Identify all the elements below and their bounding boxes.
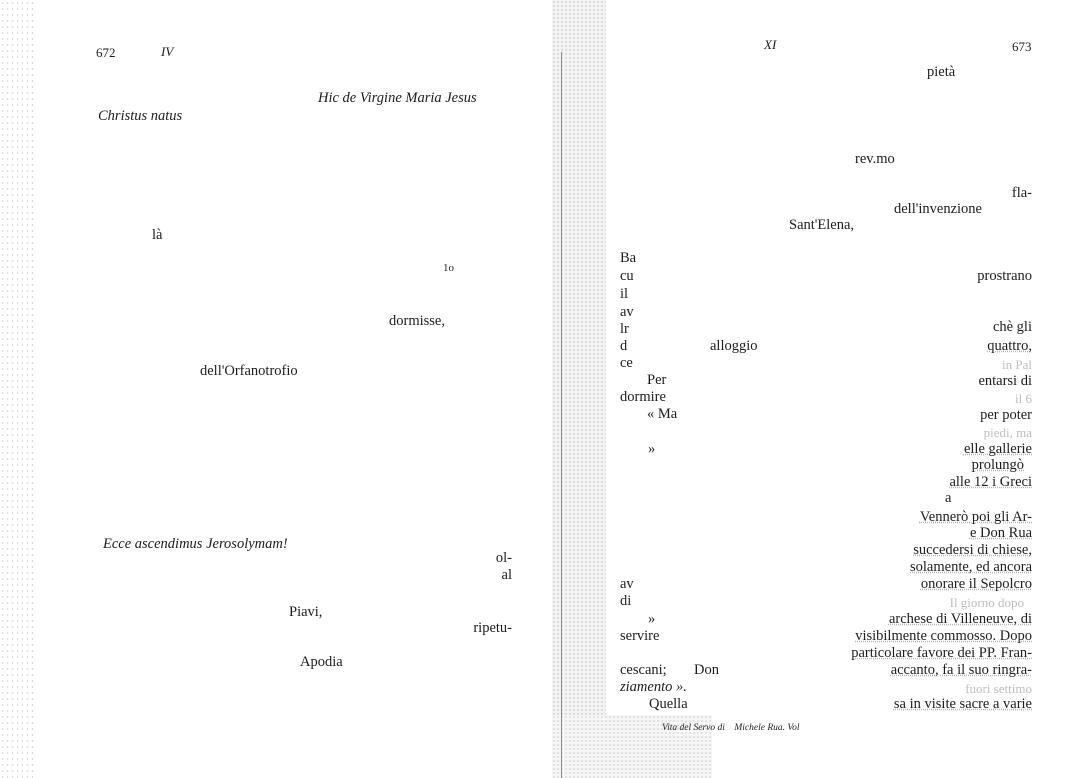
- text-quella: Quella: [649, 696, 688, 712]
- text-close-quote-2: »: [648, 611, 656, 627]
- text-don-rua: e Don Rua: [969, 525, 1032, 541]
- margin-fragment-4: av: [620, 304, 634, 320]
- text-entarsi: entarsi di: [978, 373, 1032, 389]
- text-fragment-orfanotrofio: dell'Orfanotrofio: [200, 363, 298, 379]
- text-ma: « Ma: [647, 406, 678, 422]
- text-santelena: Sant'Elena,: [789, 217, 855, 233]
- margin-fragment-3: il: [620, 286, 629, 302]
- right-running-head: XI: [764, 37, 777, 52]
- motto-line-2: Christus natus: [98, 108, 183, 124]
- margin-fragment-1: Ba: [620, 250, 637, 266]
- text-a: a: [945, 490, 952, 506]
- footer-citation: Vita del Servo di Michele Rua. Vol: [662, 723, 800, 733]
- show-through-4: Il giorno dopo: [949, 595, 1024, 610]
- motto-line-1: Hic de Virgine Maria Jesus: [318, 90, 477, 106]
- text-visibilmente: visibilmente commosso. Dopo: [855, 628, 1032, 644]
- text-vennero: Vennerò poi gli Ar-: [919, 509, 1032, 525]
- text-servire: servire: [620, 628, 660, 644]
- show-through-3: piedi, ma: [983, 425, 1032, 440]
- text-fragment-dormisse: dormisse,: [389, 313, 445, 329]
- text-prostrano: prostrano: [977, 268, 1032, 284]
- text-fragment-ol: ol-: [495, 550, 512, 566]
- text-fragment-apodia: Apodia: [300, 654, 343, 670]
- text-di: di: [620, 593, 632, 609]
- text-pieta: pietà: [927, 64, 956, 80]
- show-through-5: fuori settimo: [965, 681, 1032, 696]
- text-av: av: [620, 576, 634, 592]
- text-solamente: solamente, ed ancora: [910, 559, 1032, 575]
- margin-fragment-6: d: [620, 338, 628, 354]
- text-prolungo: prolungò: [971, 457, 1024, 473]
- text-close-quote-1: »: [648, 441, 656, 457]
- text-fragment-piavi: Piavi,: [289, 604, 323, 620]
- margin-fragment-7: ce: [620, 355, 633, 371]
- left-page-number: 672: [96, 45, 116, 60]
- margin-fragment-2: cu: [620, 268, 634, 284]
- text-gallerie: elle gallerie: [963, 441, 1032, 457]
- text-fla: fla-: [1011, 185, 1032, 201]
- show-through-1: in Pal: [1002, 357, 1032, 372]
- text-per: Per: [647, 372, 667, 388]
- text-fragment-al: al: [501, 567, 512, 583]
- text-don: Don: [694, 662, 719, 678]
- text-succedersi: succedersi di chiese,: [913, 542, 1032, 558]
- left-edge-speckle: [0, 0, 34, 778]
- margin-fragment-5: lr: [620, 321, 629, 337]
- text-ziamento: ziamento ».: [620, 679, 687, 695]
- text-alle12: alle 12 i Greci: [949, 474, 1032, 490]
- text-per-poter: per poter: [980, 407, 1032, 423]
- footnote-marker: 1o: [443, 262, 454, 274]
- text-particolare: particolare favore dei PP. Fran-: [851, 645, 1032, 661]
- text-invenzione: dell'invenzione: [894, 201, 982, 217]
- text-dormire: dormire: [620, 389, 666, 405]
- right-page: [552, 0, 1071, 778]
- text-sa-in-visite: sa in visite sacre a varie: [893, 696, 1032, 712]
- text-fragment-ripetu: ripetu-: [473, 620, 512, 636]
- text-ecce-ascendimus: Ecce ascendimus Jerosolymam!: [103, 536, 288, 552]
- text-onorare: onorare il Sepolcro: [920, 576, 1032, 592]
- text-cescani: cescani;: [620, 662, 667, 678]
- right-page-number: 673: [1012, 39, 1032, 54]
- text-archese: archese di Villeneuve, di: [888, 611, 1032, 627]
- text-fragment-la: là: [152, 227, 163, 243]
- show-through-2: il 6: [1015, 391, 1032, 406]
- text-quattro: quattro,: [987, 338, 1032, 354]
- text-accanto: accanto, fa il suo ringra-: [890, 662, 1032, 678]
- left-running-head: IV: [161, 44, 174, 59]
- text-chegli: chè gli: [992, 319, 1032, 335]
- text-revmo: rev.mo: [855, 151, 895, 167]
- text-alloggio: alloggio: [710, 338, 758, 354]
